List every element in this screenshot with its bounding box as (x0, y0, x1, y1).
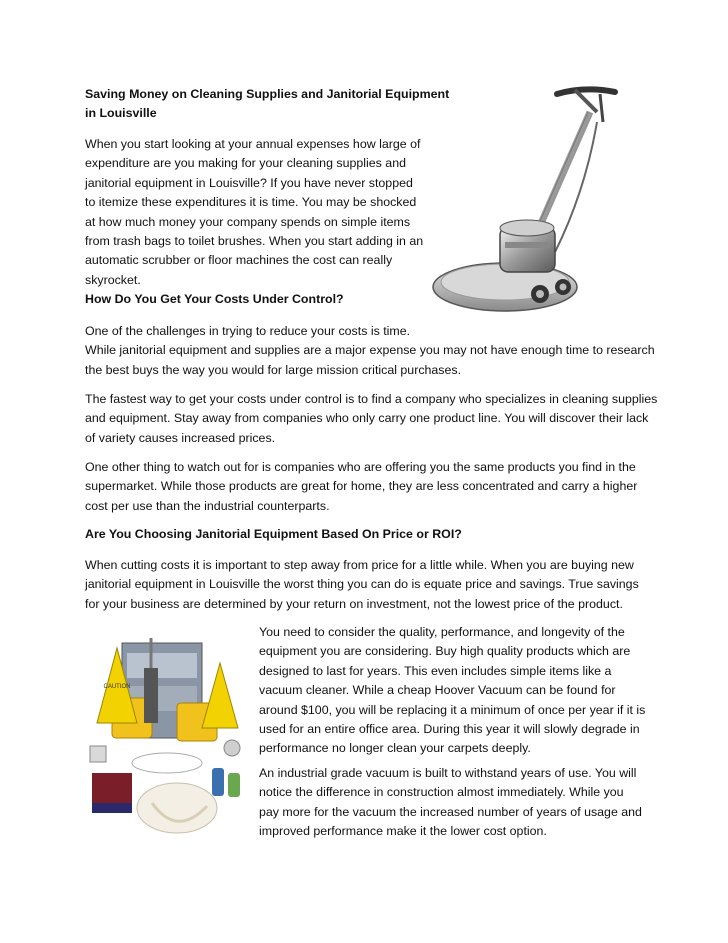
heading-price-or-roi: Are You Choosing Janitorial Equipment Based On Price or ROI? (85, 527, 462, 541)
paragraph-industrial-vacuum: An industrial grade vacuum is built to withstand years of use. You will notice the difference in construction almost immediately. While you pay more for the vacuum the increased number of years of usage and improved performance make it the lower cost option. (259, 766, 642, 839)
paragraph-supermarket: One other thing to watch out for is companies who are offering you the same products you find in the supermarket. While those products are great for home, they are less concentrated and carry a higher cost per use than the industrial counterparts. (85, 460, 638, 513)
paragraph-quality: You need to consider the quality, performance, and longevity of the equipment you are considering. Buy high quality products which are designed to last for years. This even includes simple items like a vacuum cleaner. While a cheap Hoover Vacuum can be found for around $100, you will be replacing it a minimum of once per year if it is used for an entire office area. During this year it will slowly degrade in performance no longer clean your carpets deeply. (259, 625, 646, 756)
paragraph-challenges: One of the challenges in trying to reduce your costs is time. While janitorial equipment and supplies are a major expense you may not have enough time to research the best buys the way you would for large mission critical purchases. (85, 324, 655, 377)
wet-floor-sign-text: CAUTION (103, 684, 131, 690)
paragraph-intro: When you start looking at your annual expenses how large of expenditure are you making for your cleaning supplies and janitorial equipment in Louisville? If you have never stopped to itemize these expenditures it is time. You may be shocked at how much money your company spends on simple items from trash bags to toilet brushes. When you start adding in an automatic scrubber or floor machines the cost can really skyrocket. (85, 137, 424, 287)
heading-saving-money: Saving Money on Cleaning Supplies and Janitorial Equipment in Louisville (85, 87, 450, 121)
janitorial-supplies-image (82, 628, 252, 843)
paragraph-cutting-costs: When cutting costs it is important to step away from price for a little while. When you are buying new janitorial equipment in Louisville the worst thing you can do is equate price and savings. True savings for your business are determined by your return on investment, not the lowest price of the product. (85, 558, 639, 611)
floor-buffer-machine-image (425, 82, 645, 322)
heading-costs-under-control: How Do You Get Your Costs Under Control? (85, 292, 344, 306)
paragraph-fastest-way: The fastest way to get your costs under control is to find a company who specializes in cleaning supplies and equipment. Stay away from companies who only carry one product line. You will discover their lack of variety causes increased prices. (85, 392, 658, 445)
